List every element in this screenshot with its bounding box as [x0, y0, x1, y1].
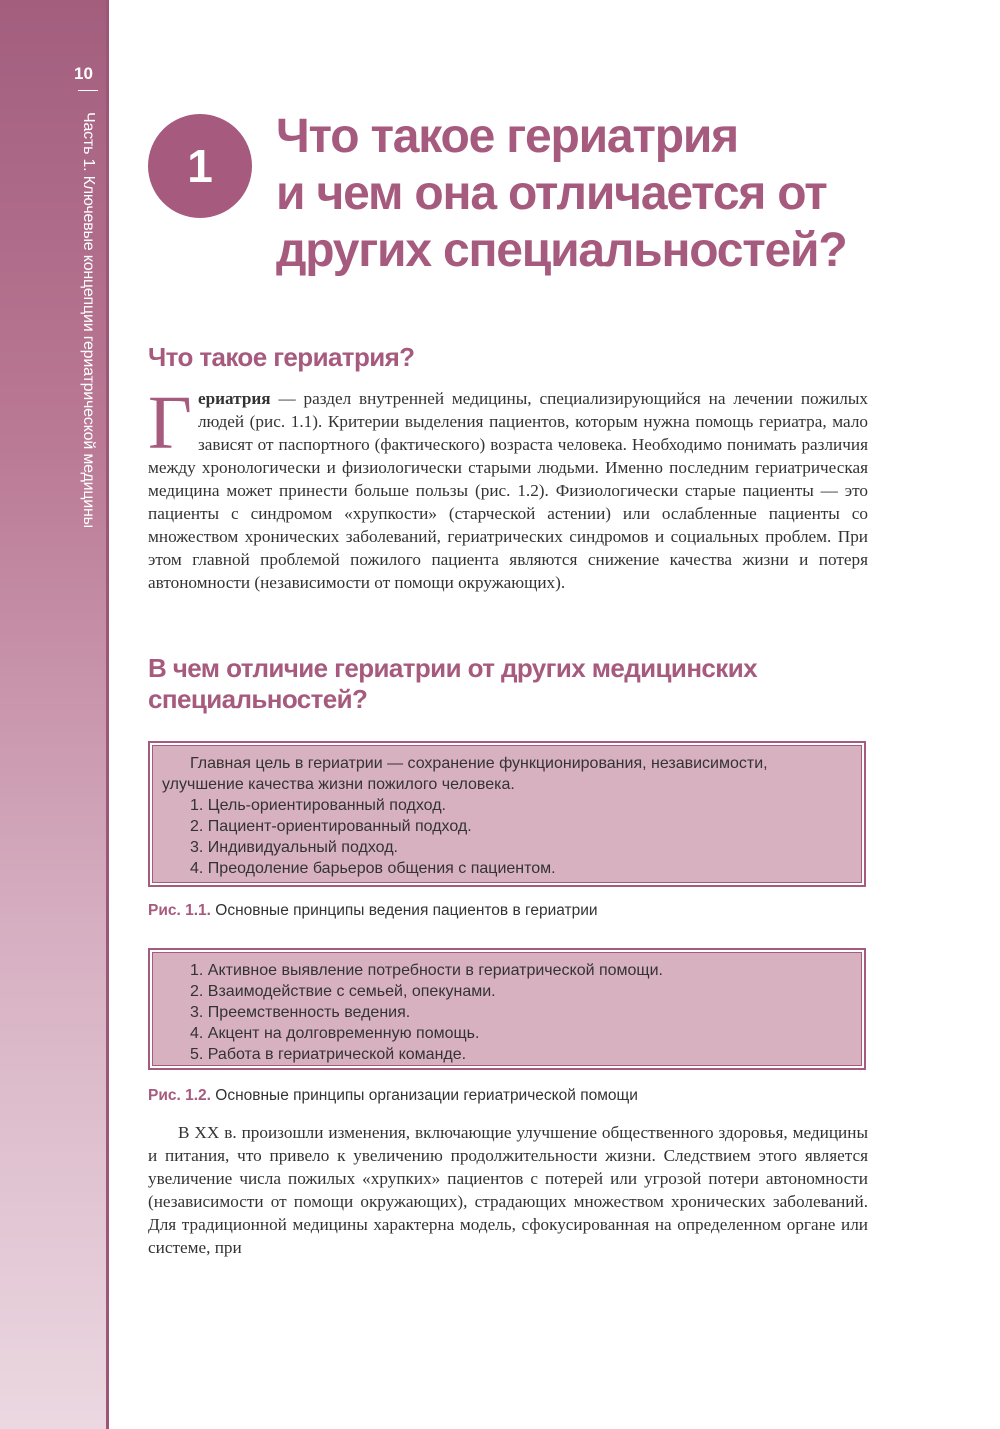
figure-1-list: [162, 795, 852, 879]
caption-text: Основные принципы организации гериатрической помощи: [210, 1087, 638, 1104]
figure-1-box: [148, 741, 866, 887]
chapter-title-line: и чем она отличается от: [276, 167, 827, 220]
chapter-number-badge: [148, 114, 252, 218]
chapter-title: [276, 108, 916, 279]
sidebar-edge: [106, 0, 109, 1429]
section-heading-difference: [148, 653, 868, 715]
figure-2-box: [148, 948, 866, 1070]
chapter-title-line: Что такое гериатрия: [276, 110, 738, 163]
caption-label: Рис. 1.1.: [148, 902, 211, 919]
figure-1-intro: Главная цель в гериатрии — сохранение функционирования, независимости, улучшение качества жизни пожилого человека.: [162, 755, 768, 793]
figure-2-list: [162, 960, 852, 1065]
section-heading-line: специальностей?: [148, 684, 368, 714]
list-item: 4. Преодоление барьеров общения с пациентом.: [190, 860, 556, 877]
drop-cap: Г: [148, 381, 192, 465]
section-heading-what-is-geriatrics: Что такое гериатрия?: [148, 342, 415, 372]
term-bold: ериатрия: [197, 389, 271, 408]
section-heading-line: В чем отличие гериатрии от других медицинских: [148, 653, 757, 683]
list-item: 1. Цель-ориентированный подход.: [190, 797, 446, 814]
page-number: 10: [74, 64, 93, 83]
intro-paragraph: [148, 381, 868, 594]
list-item: 5. Работа в гериатрической команде.: [190, 1046, 467, 1063]
list-item: 2. Пациент-ориентированный подход.: [190, 818, 472, 835]
page-number-rule: [78, 90, 98, 91]
closing-paragraph: В XX в. произошли изменения, включающие улучшение общественного здоровья, медицины и питания, что привело к увеличению продолжительности жизни. Следствием этого является увеличение числа пожилых «хрупких» пациентов с потерей или угрозой потери автономности (независимости от помощи окружающих), страдающих множеством хронических заболеваний. Для традиционной медицины характерна модель, сфокусированная на определенном органе или системе, при: [148, 1123, 868, 1257]
figure-2-caption: [148, 1087, 638, 1105]
list-item: 4. Акцент на долговременную помощь.: [190, 1025, 480, 1042]
running-head: Часть 1. Ключевые концепции гериатрической медицины: [80, 112, 97, 528]
intro-text: — раздел внутренней медицины, специализирующийся на лечении пожилых людей (рис. 1.1). Критерии выделения пациентов, которым нужна помощь гериатра, мало зависят от паспортного (фактического) возраста человека. Необходимо понимать различия между хронологически и физиологически старыми людьми. Именно последним гериатрическая медицина может принести больше пользы (рис. 1.2). Физиологически старые пациенты — это пациенты с синдромом «хрупкости» (старческой астении) или ослабленные пациенты со множеством хронических заболеваний, гериатрических синдромов и социальных проблем. При этом главной проблемой пожилого пациента являются снижение качества жизни и потеря автономности (независимости от помощи окружающих).: [148, 389, 868, 592]
list-item: 2. Взаимодействие с семьей, опекунами.: [190, 983, 496, 1000]
caption-text: Основные принципы ведения пациентов в гериатрии: [210, 902, 598, 919]
caption-label: Рис. 1.2.: [148, 1087, 211, 1104]
chapter-number: 1: [187, 140, 213, 192]
list-item: 3. Преемственность ведения.: [190, 1004, 411, 1021]
list-item: 3. Индивидуальный подход.: [190, 839, 398, 856]
figure-1-caption: [148, 902, 598, 920]
list-item: 1. Активное выявление потребности в гериатрической помощи.: [190, 962, 663, 979]
chapter-title-line: других специальностей?: [276, 224, 847, 277]
